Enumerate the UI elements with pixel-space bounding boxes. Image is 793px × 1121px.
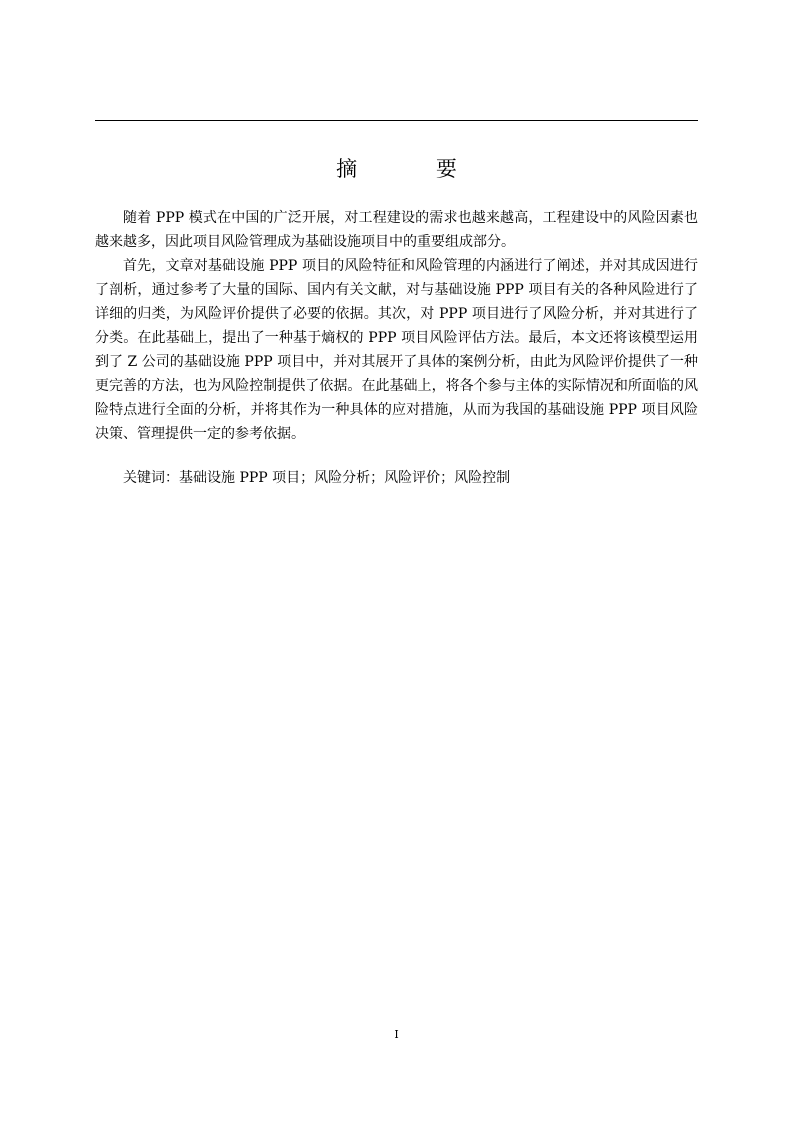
- abstract-paragraph: 随着 PPP 模式在中国的广泛开展，对工程建设的需求也越来越高，工程建设中的风险因素也越来越多，因此项目风险管理成为基础设施项目中的重要组成部分。: [95, 210, 698, 250]
- abstract-body: [95, 206, 698, 490]
- header-rule: [95, 120, 698, 121]
- page-number: I: [394, 1028, 399, 1041]
- abstract-paragraph: 首先，文章对基础设施 PPP 项目的风险特征和风险管理的内涵进行了阐述，并对其成因进行了剖析，通过参考了大量的国际、国内有关文献，对与基础设施 PPP 项目有关的各种风险进行了详细的归类，为风险评价提供了必要的依据。其次，对 PPP 项目进行了风险分析，并对其进行了分类。在此基础上，提出了一种基于熵权的 PPP 项目风险评估方法。最后，本文还将该模型运用到了 Z 公司的基础设施 PPP 项目中，并对其展开了具体的案例分析，由此为风险评价提供了一种更完善的方法，也为风险控制提供了依据。在此基础上，将各个参与主体的实际情况和所面临的风险特点进行全面的分析，并将其作为一种具体的应对措施，从而为我国的基础设施 PPP 项目风险决策、管理提供一定的参考依据。: [95, 258, 698, 442]
- keywords-line: 关键词：基础设施 PPP 项目；风险分析；风险评价；风险控制: [123, 470, 511, 486]
- abstract-title: 摘 要: [336, 157, 493, 181]
